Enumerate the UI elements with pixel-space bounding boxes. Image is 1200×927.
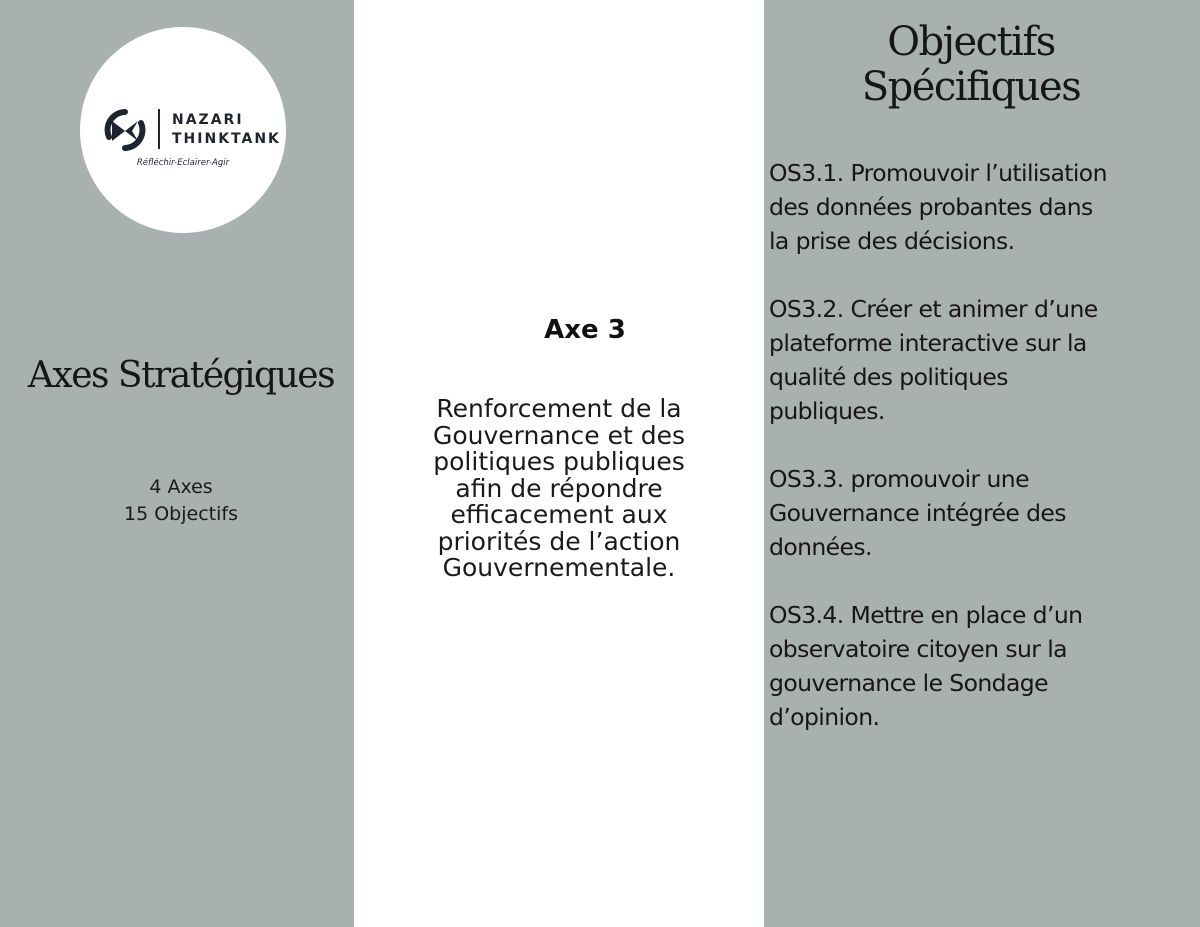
objective-line: OS3.3. promouvoir une (769, 465, 1029, 493)
axe-description-line: Gouvernance et des (432, 420, 685, 450)
objective-item (769, 462, 1195, 564)
axe-description-line: priorités de l’action (437, 526, 681, 556)
objective-line: OS3.4. Mettre en place d’un (769, 601, 1083, 629)
right-panel (764, 0, 1200, 927)
objective-line: la prise des décisions. (769, 227, 1015, 255)
logo-tagline: Réfléchir-Eclairer-Agir (136, 158, 230, 168)
logo-name-line2: THINKTANK (172, 131, 281, 147)
objective-line: plateforme interactive sur la (769, 329, 1087, 357)
objectives-title-line: Objectifs (887, 19, 1055, 65)
logo-name (172, 111, 281, 149)
logo-divider (158, 109, 160, 149)
objective-line: Gouvernance intégrée des (769, 499, 1066, 527)
objectives-count: 15 Objectifs (124, 503, 238, 525)
axes-stats (0, 474, 362, 528)
axe-description-line: politiques publiques (433, 447, 685, 476)
objective-line: gouvernance le Sondage (769, 669, 1048, 697)
objective-line: d’opinion. (769, 703, 880, 731)
axes-title: Axes Stratégiques (27, 355, 335, 396)
axe-description-line: afin de répondre (455, 473, 663, 503)
logo (80, 27, 286, 233)
objectives-title-line: Spécifiques (861, 64, 1081, 110)
axe-description-line: efficacement aux (450, 500, 668, 529)
axes-count: 4 Axes (149, 476, 213, 498)
objective-line: OS3.2. Créer et animer d’une (769, 295, 1098, 323)
objective-line: publiques. (769, 397, 885, 425)
logo-name-line1: NAZARI (172, 112, 244, 128)
objective-item (769, 156, 1195, 258)
objective-item (769, 292, 1195, 428)
objective-line: des données probantes dans (769, 193, 1093, 221)
axe-description-line: Gouvernementale. (442, 553, 676, 582)
objective-item (769, 598, 1195, 734)
axe-title: Axe 3 (544, 315, 626, 345)
objective-line: données. (769, 533, 872, 561)
objective-line: observatoire citoyen sur la (769, 635, 1067, 663)
objective-line: OS3.1. Promouvoir l’utilisation (769, 159, 1107, 187)
objective-line: qualité des politiques (769, 363, 1008, 391)
center-panel (354, 0, 764, 927)
objectives-title (764, 20, 1178, 110)
nazari-logo-mark-icon (102, 107, 148, 153)
objectives-list (769, 156, 1195, 768)
axe-description-line: Renforcement de la (436, 394, 682, 423)
left-panel (0, 0, 354, 927)
axe-description (354, 396, 764, 582)
